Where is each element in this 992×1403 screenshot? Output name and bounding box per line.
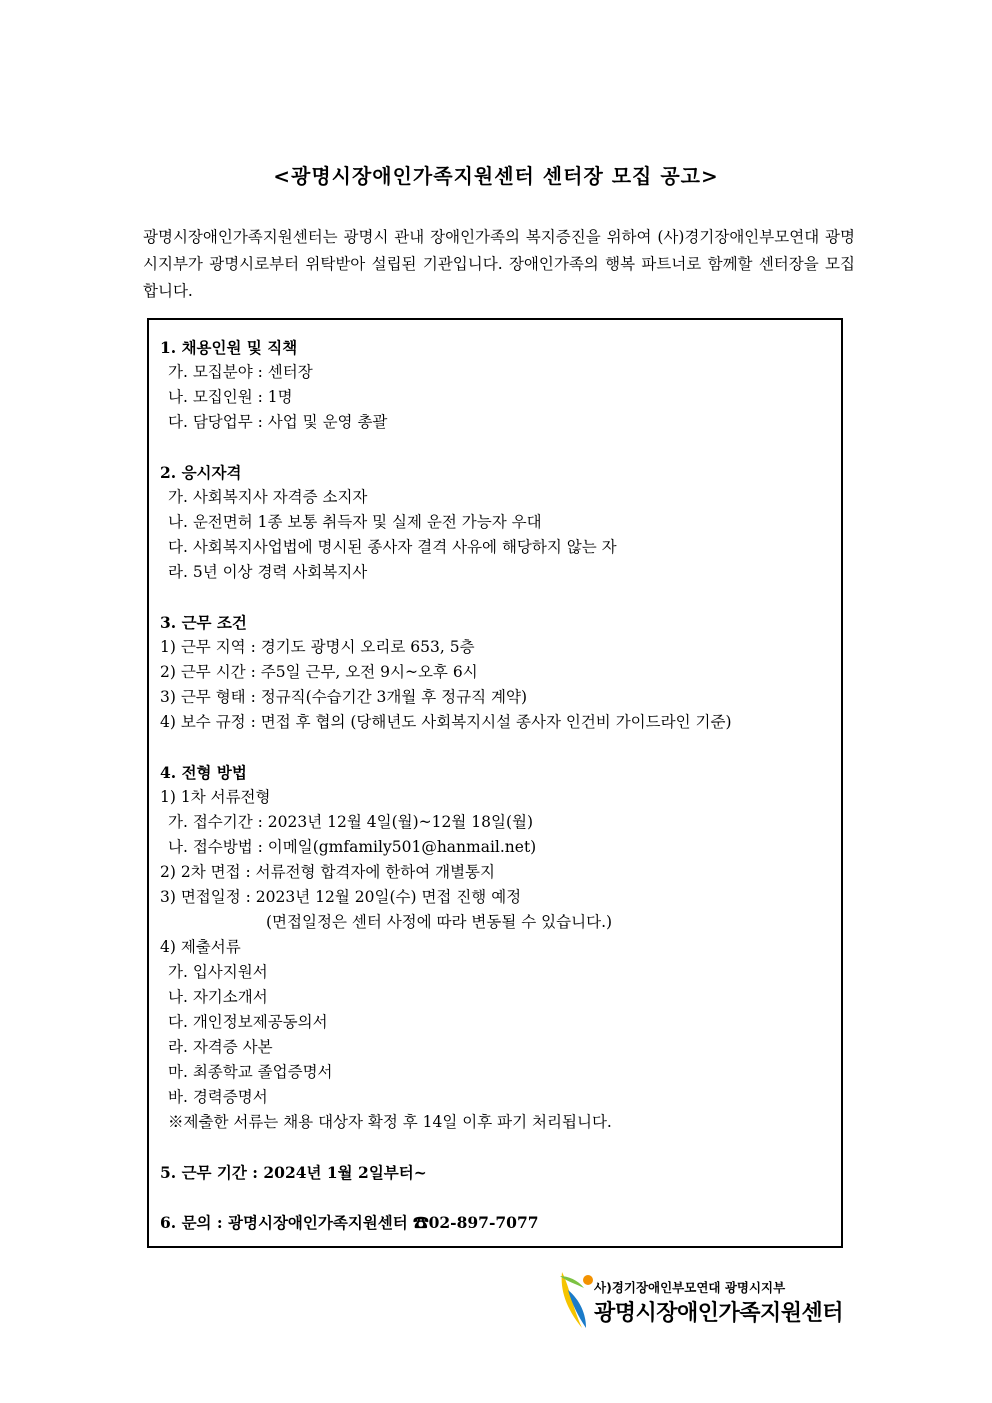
condition-type: 3) 근무 형태 : 정규직(수습기간 3개월 후 정규직 계약) [160, 688, 527, 706]
center-logo-icon [558, 1268, 594, 1332]
document-item: 바. 경력증명서 [168, 1088, 268, 1106]
logo-center-name: 광명시장애인가족지원센터 [594, 1301, 844, 1326]
condition-location: 1) 근무 지역 : 경기도 광명시 오리로 653, 5층 [160, 638, 475, 656]
recruit-field: 가. 모집분야 : 센터장 [168, 363, 313, 381]
interview-schedule: 3) 면접일정 : 2023년 12월 20일(수) 면접 진행 예정 [160, 888, 522, 906]
document-item: 가. 입사지원서 [168, 963, 268, 981]
notice-content [160, 335, 840, 1235]
logo-org-name: 사)경기장애인부모연대 광명시지부 [594, 1280, 786, 1295]
section-heading-recruitment: 1. 채용인원 및 직책 [160, 338, 298, 357]
condition-pay: 4) 보수 규정 : 면접 후 협의 (당해년도 사회복지시설 종사자 인건비 가이드라인 기준) [160, 713, 732, 731]
section-heading-conditions: 3. 근무 조건 [160, 613, 247, 632]
selection-method: 나. 접수방법 : 이메일(gmfamily501@hanmail.net) [168, 838, 537, 856]
page-title: <광명시장애인가족지원센터 센터장 모집 공고> [273, 164, 719, 188]
document-item: 다. 개인정보제공동의서 [168, 1013, 328, 1031]
intro-paragraph: 광명시장애인가족지원센터는 광명시 관내 장애인가족의 복지증진을 위하여 (사)경기장애인부모연대 광명시지부가 광명시로부터 위탁받아 설립된 기관입니다. 장애인가족의 행복 파트너로 함께할 센터장을 모집합니다. [143, 228, 855, 300]
recruit-duty: 다. 담당업무 : 사업 및 운영 총괄 [168, 413, 388, 431]
document-item: 나. 자기소개서 [168, 988, 268, 1006]
qualification-item: 나. 운전면허 1종 보통 취득자 및 실제 운전 가능자 우대 [168, 513, 542, 531]
qualification-item: 가. 사회복지사 자격증 소지자 [168, 488, 368, 506]
document-item: 마. 최종학교 졸업증명서 [168, 1063, 333, 1081]
selection-step-2: 2) 2차 면접 : 서류전형 합격자에 한하여 개별통지 [160, 863, 495, 881]
condition-hours: 2) 근무 시간 : 주5일 근무, 오전 9시~오후 6시 [160, 663, 478, 681]
recruit-count: 나. 모집인원 : 1명 [168, 388, 293, 406]
selection-step-1: 1) 1차 서류전형 [160, 788, 271, 806]
documents-heading: 4) 제출서류 [160, 938, 241, 956]
section-heading-contact: 6. 문의 : 광명시장애인가족지원센터 ☎02-897-7077 [160, 1213, 539, 1232]
document-item: 라. 자격증 사본 [168, 1038, 273, 1056]
qualification-item: 다. 사회복지사업법에 명시된 종사자 결격 사유에 해당하지 않는 자 [168, 538, 617, 556]
interview-note: (면접일정은 센터 사정에 따라 변동될 수 있습니다.) [266, 913, 613, 931]
qualification-item: 라. 5년 이상 경력 사회복지사 [168, 563, 368, 581]
documents-note: ※제출한 서류는 채용 대상자 확정 후 14일 이후 파기 처리됩니다. [168, 1113, 612, 1131]
selection-period: 가. 접수기간 : 2023년 12월 4일(월)~12월 18일(월) [168, 813, 534, 831]
section-heading-period: 5. 근무 기간 : 2024년 1월 2일부터~ [160, 1163, 427, 1182]
section-heading-qualification: 2. 응시자격 [160, 463, 242, 482]
section-heading-selection: 4. 전형 방법 [160, 763, 247, 782]
center-logo [558, 1268, 858, 1338]
